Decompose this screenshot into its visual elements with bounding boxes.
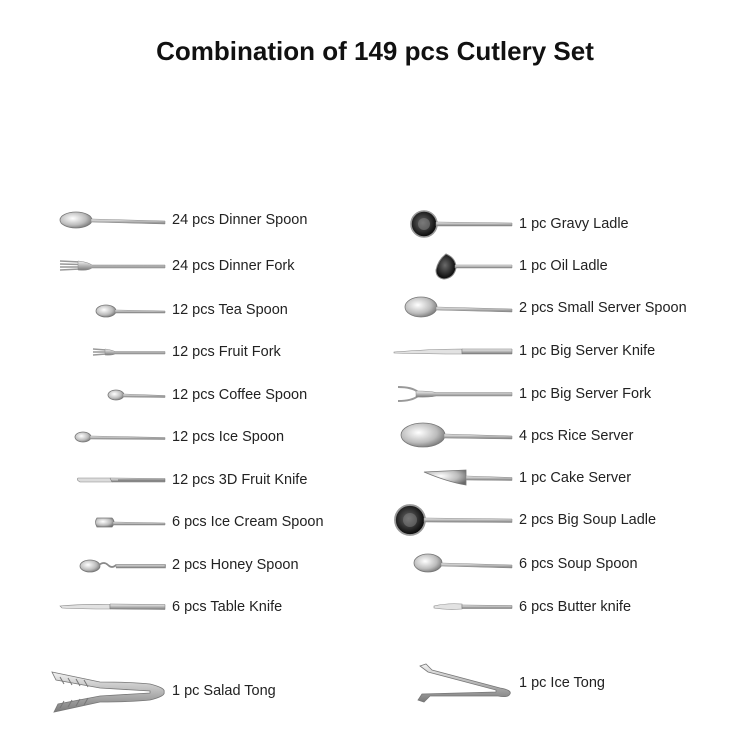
item-label: 1 pc Gravy Ladle (519, 216, 629, 232)
item-gravy-ladle (0, 204, 629, 244)
item-label: 1 pc Big Server Fork (519, 386, 652, 402)
big-server-knife-icon (0, 331, 515, 371)
item-label: 6 pcs Table Knife (172, 599, 283, 615)
item-soup-spoon (0, 544, 638, 584)
item-label: 2 pcs Big Soup Ladle (519, 512, 657, 528)
item-label: 24 pcs Dinner Spoon (172, 212, 308, 228)
small-server-spoon-icon (0, 288, 515, 328)
soup-spoon-icon (0, 544, 515, 584)
item-label: 1 pc Big Server Knife (519, 343, 656, 359)
item-label: 24 pcs Dinner Fork (172, 258, 295, 274)
item-cake-server (0, 458, 632, 498)
item-label: 1 pc Salad Tong (172, 683, 276, 699)
rice-server-icon (0, 416, 515, 456)
item-label: 1 pc Cake Server (519, 470, 632, 486)
item-ice-tong (0, 660, 605, 706)
big-soup-ladle-icon (0, 500, 515, 540)
big-server-fork-icon (0, 374, 515, 414)
item-label: 2 pcs Honey Spoon (172, 557, 299, 573)
item-label: 12 pcs Coffee Spoon (172, 387, 308, 403)
cake-server-icon (0, 458, 515, 498)
item-butter-knife (0, 587, 632, 627)
item-label: 6 pcs Ice Cream Spoon (172, 514, 324, 530)
item-big-soup-ladle (0, 500, 657, 540)
page-title: Combination of 149 pcs Cutlery Set (156, 36, 594, 66)
oil-ladle-icon (0, 246, 515, 286)
item-label: 12 pcs Ice Spoon (172, 429, 285, 445)
item-rice-server (0, 416, 634, 456)
item-oil-ladle (0, 246, 608, 286)
item-label: 12 pcs Tea Spoon (172, 302, 288, 318)
item-label: 1 pc Ice Tong (519, 675, 605, 691)
item-label: 2 pcs Small Server Spoon (519, 300, 687, 316)
butter-knife-icon (0, 587, 515, 627)
item-label: 6 pcs Butter knife (519, 599, 632, 615)
item-big-server-fork (0, 374, 652, 414)
item-label: 1 pc Oil Ladle (519, 258, 608, 274)
gravy-ladle-icon (0, 204, 515, 244)
item-label: 12 pcs 3D Fruit Knife (172, 472, 308, 488)
item-label: 12 pcs Fruit Fork (172, 344, 281, 360)
item-big-server-knife (0, 331, 656, 371)
item-label: 4 pcs Rice Server (519, 428, 634, 444)
item-small-server-spoon (0, 288, 687, 328)
ice-tong-icon (0, 660, 515, 706)
item-label: 6 pcs Soup Spoon (519, 556, 638, 572)
